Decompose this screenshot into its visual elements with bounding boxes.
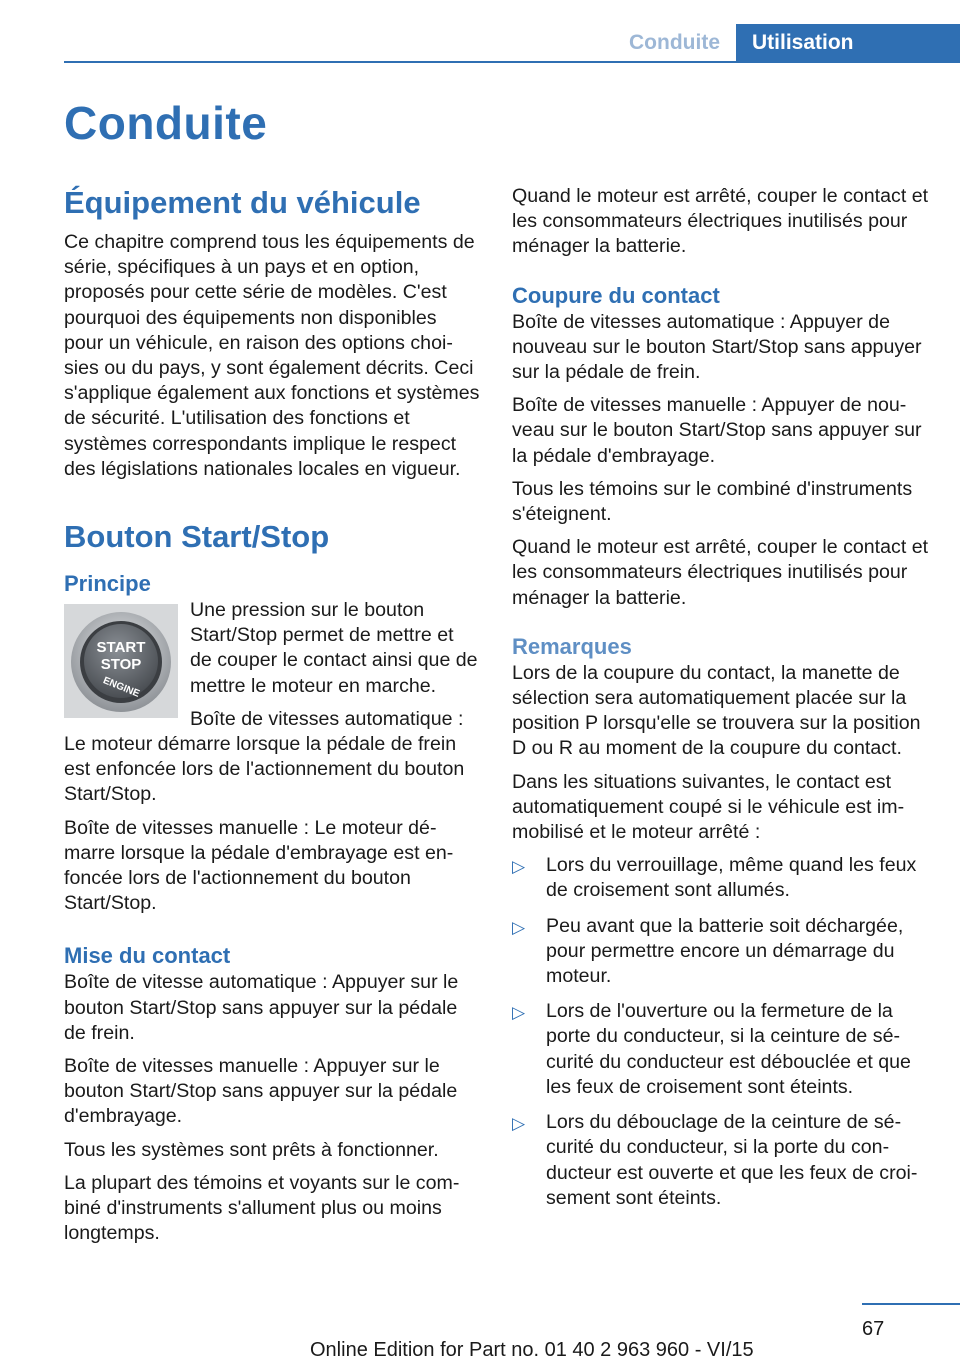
start-stop-button-image xyxy=(64,604,178,718)
bullet-triangle-icon: ▷ xyxy=(512,857,526,877)
coupure-paragraph-4: Quand le moteur est arrêté, couper le contact et les consommateurs électriques inutilisés pour ménager la batterie. xyxy=(512,536,929,609)
subsection-title-principe: Principe xyxy=(64,571,151,597)
principe-block xyxy=(64,598,480,916)
section-title-bouton: Bouton Start/Stop xyxy=(64,519,330,555)
mise-paragraph-3: Tous les systèmes sont prêts à fonctionner. xyxy=(64,1138,439,1161)
coupure-paragraph-1: Boîte de vitesses automatique : Appuyer de nouveau sur le bouton Start/Stop sans appuyer sur la pédale de frein. xyxy=(512,310,922,384)
mise-paragraph-4: La plupart des témoins et voyants sur le combiné d'instruments s'allument plus ou moins longtemps. xyxy=(64,1171,460,1245)
footer-rule xyxy=(862,1303,960,1305)
intro-paragraph: Quand le moteur est arrêté, couper le contact et les consommateurs électriques inutilisés pour ménager la batterie. xyxy=(512,185,929,258)
bullet-triangle-icon: ▷ xyxy=(512,917,526,937)
list-item: ▷ Lors du verrouillage, même quand les feux de croisement sont allumés. xyxy=(512,854,917,902)
list-item: ▷ Lors du débouclage de la ceinture de sécurité du conducteur, si la porte du conducteur est ouverte et que les feux de croisement sont éteints. xyxy=(512,1111,918,1209)
coupure-paragraph-3: Tous les témoins sur le combiné d'instruments s'éteignent. xyxy=(512,477,913,526)
header-rule xyxy=(64,61,960,63)
principe-paragraph-2: Boîte de vitesses automatique : Le moteur démarre lorsque la pédale de frein est enfoncée lors de l'actionnement du bouton Start/Stop. xyxy=(64,707,465,806)
coupure-paragraph-2: Boîte de vitesses manuelle : Appuyer de nouveau sur le bouton Start/Stop sans appuyer sur la pédale d'embrayage. xyxy=(512,394,922,467)
mise-paragraph-2: Boîte de vitesses manuelle : Appuyer sur le bouton Start/Stop sans appuyer sur la pédale d'embrayage. xyxy=(64,1055,458,1128)
chapter-title: Conduite xyxy=(64,97,268,149)
edition-footer: Online Edition for Part no. 01 40 2 963 960 - VI/15 xyxy=(310,1339,754,1361)
subsection-title-coupure: Coupure du contact xyxy=(512,282,720,308)
header-tab-chapter: Utilisation xyxy=(736,24,960,62)
right-column xyxy=(512,184,930,1221)
list-item: ▷ Peu avant que la batterie soit déchargée, pour permettre encore un démarrage du moteur. xyxy=(512,914,904,988)
section-title-equipement: Équipement du véhicule xyxy=(64,185,421,220)
principe-paragraph-1: Une pression sur le bouton Start/Stop permet de mettre et de couper le contact ainsi que de mettre le moteur en marche. xyxy=(190,599,478,697)
mise-paragraph-1: Boîte de vitesse automatique : Appuyer sur le bouton Start/Stop sans appuyer sur la pédale de frein. xyxy=(64,971,459,1044)
left-column xyxy=(64,184,480,1255)
bullet-triangle-icon: ▷ xyxy=(512,1003,526,1023)
page-number: 67 xyxy=(862,1318,885,1340)
bullet-triangle-icon: ▷ xyxy=(512,1114,526,1134)
principe-paragraph-3: Boîte de vitesses manuelle : Le moteur démarre lorsque la pédale d'embrayage est enfoncée lors de l'actionnement du bouton Start/Stop. xyxy=(64,816,454,915)
remarques-paragraph-1: Lors de la coupure du contact, la manette de sélection sera automatiquement placée sur la position P lorsqu'elle se trouvera sur la position D ou R au moment de la coupure du contact. xyxy=(512,661,921,760)
equipement-paragraph: Ce chapitre comprend tous les équipements de série, spécifiques à un pays et en option, proposés pour cette série de modèles. C'est pourquoi des équipements non disponibles pour un véhicule, en raison des options choisies ou du pays, y sont également décrits. Ceci s'applique également aux fonctions et systèmes de sécurité. L'utilisation des fonctions et systèmes correspondants implique le respect des législations nationales locales en vigueur. xyxy=(64,231,480,480)
situations-list xyxy=(512,853,930,1211)
list-item: ▷ Lors de l'ouverture ou la fermeture de la porte du conducteur, si la ceinture de sécurité du conducteur est débouclée et que les feux de croisement sont éteints. xyxy=(512,1000,911,1098)
start-stop-label-engine: ENGINE xyxy=(101,675,142,700)
remarques-paragraph-2: Dans les situations suivantes, le contact est automatiquement coupé si le véhicule est immobilisé et le moteur arrêté : xyxy=(512,770,905,844)
subsection-title-remarques: Remarques xyxy=(512,633,632,659)
subsection-title-mise: Mise du contact xyxy=(64,943,231,969)
start-stop-label-start: START xyxy=(96,639,146,657)
header-tab-section: Conduite xyxy=(629,31,720,54)
start-stop-label-stop: STOP xyxy=(100,656,142,674)
